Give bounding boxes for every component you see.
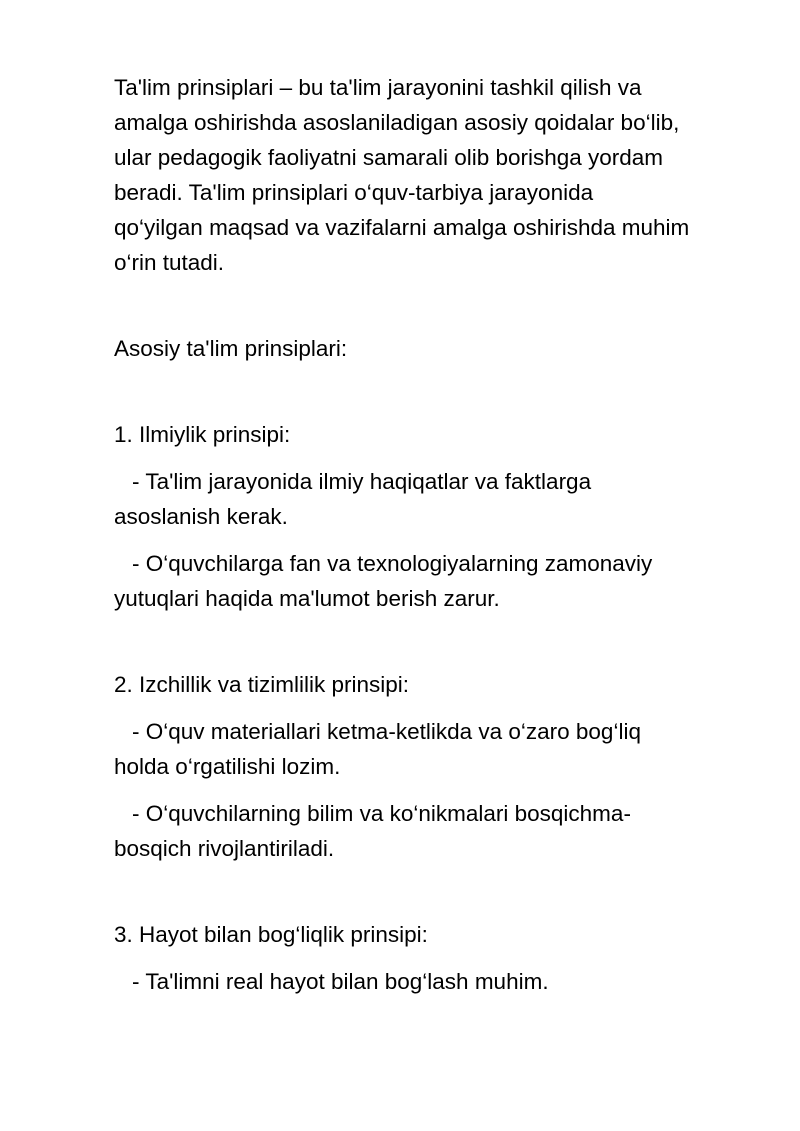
section-2 bbox=[114, 667, 754, 866]
section-1 bbox=[114, 417, 754, 616]
spacer bbox=[114, 866, 754, 917]
bullet-line: - Ta'limni real hayot bilan bog‘lash muhim. bbox=[132, 969, 549, 994]
document-page bbox=[114, 70, 754, 999]
bullet-line: asoslanish kerak. bbox=[114, 504, 288, 529]
bullet-line: - O‘quvchilarning bilim va ko‘nikmalari bosqichma- bbox=[132, 801, 631, 826]
spacer bbox=[114, 616, 754, 667]
spacer bbox=[114, 366, 754, 417]
intro-line: beradi. Ta'lim prinsiplari o‘quv-tarbiya jarayonida bbox=[114, 180, 594, 205]
bullet-item bbox=[114, 714, 754, 784]
section-heading: Asosiy ta'lim prinsiplari: bbox=[114, 336, 348, 361]
intro-line: o‘rin tutadi. bbox=[114, 250, 225, 275]
intro-line: qo‘yilgan maqsad va vazifalarni amalga oshirishda muhim bbox=[114, 215, 690, 240]
section-3 bbox=[114, 917, 754, 999]
intro-paragraph bbox=[114, 70, 754, 280]
bullet-line: yutuqlari haqida ma'lumot berish zarur. bbox=[114, 586, 500, 611]
bullet-line: - Ta'lim jarayonida ilmiy haqiqatlar va faktlarga bbox=[132, 469, 592, 494]
section-title: 2. Izchillik va tizimlilik prinsipi: bbox=[114, 672, 410, 697]
section-title: 3. Hayot bilan bog‘liqlik prinsipi: bbox=[114, 922, 428, 947]
bullet-item bbox=[114, 464, 754, 534]
spacer bbox=[114, 280, 754, 331]
section-title: 1. Ilmiylik prinsipi: bbox=[114, 422, 291, 447]
bullet-line: holda o‘rgatilishi lozim. bbox=[114, 754, 341, 779]
bullet-line: - O‘quvchilarga fan va texnologiyalarning zamonaviy bbox=[132, 551, 653, 576]
bullet-item bbox=[114, 796, 754, 866]
intro-line: ular pedagogik faoliyatni samarali olib borishga yordam bbox=[114, 145, 664, 170]
bullet-line: - O‘quv materiallari ketma-ketlikda va o‘zaro bog‘liq bbox=[132, 719, 641, 744]
intro-line: amalga oshirishda asoslaniladigan asosiy qoidalar bo‘lib, bbox=[114, 110, 680, 135]
bullet-item bbox=[114, 546, 754, 616]
intro-line: Ta'lim prinsiplari – bu ta'lim jarayonini tashkil qilish va bbox=[114, 75, 642, 100]
bullet-item bbox=[114, 964, 754, 999]
bullet-line: bosqich rivojlantiriladi. bbox=[114, 836, 335, 861]
